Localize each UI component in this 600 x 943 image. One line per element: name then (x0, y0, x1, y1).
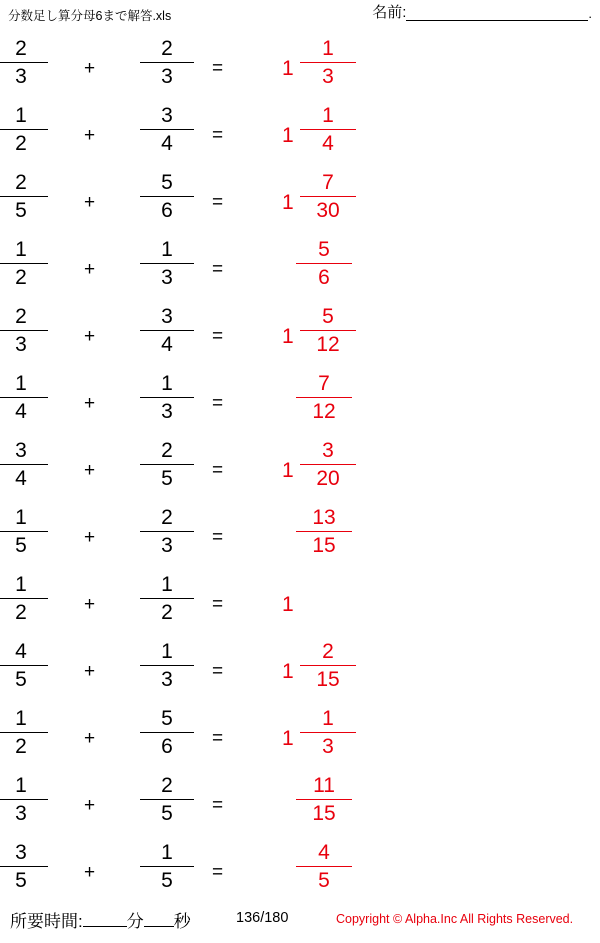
numerator: 1 (15, 774, 27, 797)
denominator: 3 (161, 668, 173, 691)
equals-operator: = (212, 661, 224, 682)
denominator: 5 (15, 199, 27, 222)
operand-right (140, 706, 194, 761)
numerator: 1 (15, 372, 27, 395)
elapsed-time-field (10, 907, 191, 932)
operand-left (0, 840, 48, 895)
operand-left (0, 572, 48, 627)
operand-right (140, 103, 194, 158)
seconds-blank[interactable] (144, 926, 174, 927)
answer-whole: 1 (282, 459, 294, 482)
problem-row (0, 237, 600, 304)
numerator: 1 (161, 372, 173, 395)
answer-numerator: 5 (318, 238, 330, 261)
answer-fraction (300, 36, 356, 91)
plus-operator: + (84, 326, 96, 347)
problem-row (0, 840, 600, 907)
equals-operator: = (212, 862, 224, 883)
operand-left (0, 237, 48, 292)
problem-list (0, 36, 600, 907)
denominator: 2 (161, 601, 173, 624)
answer-numerator: 13 (312, 506, 336, 529)
operand-left (0, 103, 48, 158)
answer-denominator: 3 (322, 735, 334, 758)
equals-operator: = (212, 527, 224, 548)
answer-denominator: 12 (316, 333, 340, 356)
equals-operator: = (212, 192, 224, 213)
plus-operator: + (84, 192, 96, 213)
plus-operator: + (84, 460, 96, 481)
denominator: 5 (161, 869, 173, 892)
problem-row (0, 505, 600, 572)
answer-fraction (296, 237, 352, 292)
operand-left (0, 438, 48, 493)
numerator: 3 (161, 305, 173, 328)
denominator: 3 (161, 65, 173, 88)
answer-denominator: 20 (316, 467, 340, 490)
operand-left (0, 371, 48, 426)
equals-operator: = (212, 795, 224, 816)
equals-operator: = (212, 393, 224, 414)
equals-operator: = (212, 594, 224, 615)
minutes-unit: 分 (126, 912, 144, 931)
numerator: 3 (15, 439, 27, 462)
answer-fraction (300, 170, 356, 225)
problem-row (0, 36, 600, 103)
denominator: 4 (161, 333, 173, 356)
plus-operator: + (84, 259, 96, 280)
numerator: 2 (15, 37, 27, 60)
equals-operator: = (212, 259, 224, 280)
answer-denominator: 3 (322, 65, 334, 88)
operand-right (140, 371, 194, 426)
denominator: 3 (161, 400, 173, 423)
denominator: 5 (161, 467, 173, 490)
answer-numerator: 7 (322, 171, 334, 194)
minutes-blank[interactable] (83, 926, 127, 927)
denominator: 5 (15, 668, 27, 691)
elapsed-time-label: 所要時間: (10, 912, 83, 931)
seconds-unit: 秒 (173, 912, 191, 931)
operand-right (140, 304, 194, 359)
operand-right (140, 572, 194, 627)
answer-fraction (296, 773, 352, 828)
numerator: 2 (15, 171, 27, 194)
plus-operator: + (84, 728, 96, 749)
plus-operator: + (84, 795, 96, 816)
answer-denominator: 15 (316, 668, 340, 691)
problem-row (0, 438, 600, 505)
page-count: 136/180 (236, 910, 289, 926)
operand-left (0, 304, 48, 359)
problem-row (0, 706, 600, 773)
plus-operator: + (84, 125, 96, 146)
answer-fraction (300, 438, 356, 493)
denominator: 3 (15, 333, 27, 356)
name-input-line[interactable] (406, 5, 588, 21)
plus-operator: + (84, 393, 96, 414)
answer-fraction (300, 304, 356, 359)
answer-denominator: 12 (312, 400, 336, 423)
page-footer (0, 899, 600, 943)
numerator: 2 (161, 37, 173, 60)
answer-whole: 1 (282, 660, 294, 683)
problem-row (0, 170, 600, 237)
name-label: 名前: (372, 4, 407, 21)
answer-numerator: 2 (322, 640, 334, 663)
answer-numerator: 7 (318, 372, 330, 395)
denominator: 3 (161, 534, 173, 557)
numerator: 2 (15, 305, 27, 328)
numerator: 5 (161, 171, 173, 194)
operand-right (140, 36, 194, 91)
answer-denominator: 15 (312, 802, 336, 825)
operand-right (140, 438, 194, 493)
numerator: 1 (15, 238, 27, 261)
problem-row (0, 371, 600, 438)
numerator: 5 (161, 707, 173, 730)
problem-row (0, 639, 600, 706)
denominator: 3 (15, 65, 27, 88)
problem-row (0, 304, 600, 371)
denominator: 5 (15, 534, 27, 557)
denominator: 3 (15, 802, 27, 825)
plus-operator: + (84, 58, 96, 79)
problem-row (0, 773, 600, 840)
answer-whole: 1 (282, 124, 294, 147)
operand-left (0, 505, 48, 560)
equals-operator: = (212, 728, 224, 749)
numerator: 1 (15, 707, 27, 730)
numerator: 3 (15, 841, 27, 864)
answer-fraction (300, 639, 356, 694)
equals-operator: = (212, 125, 224, 146)
operand-right (140, 773, 194, 828)
plus-operator: + (84, 594, 96, 615)
answer-numerator: 1 (322, 707, 334, 730)
numerator: 2 (161, 439, 173, 462)
plus-operator: + (84, 862, 96, 883)
operand-right (140, 237, 194, 292)
equals-operator: = (212, 460, 224, 481)
answer-numerator: 1 (322, 104, 334, 127)
operand-left (0, 36, 48, 91)
operand-left (0, 639, 48, 694)
numerator: 1 (161, 841, 173, 864)
denominator: 6 (161, 199, 173, 222)
denominator: 2 (15, 735, 27, 758)
denominator: 4 (15, 400, 27, 423)
answer-fraction (296, 505, 352, 560)
denominator: 2 (15, 132, 27, 155)
answer-whole: 1 (282, 57, 294, 80)
numerator: 2 (161, 506, 173, 529)
operand-right (140, 639, 194, 694)
operand-right (140, 505, 194, 560)
denominator: 6 (161, 735, 173, 758)
denominator: 5 (161, 802, 173, 825)
answer-numerator: 3 (322, 439, 334, 462)
answer-fraction (296, 840, 352, 895)
numerator: 1 (161, 238, 173, 261)
operand-right (140, 170, 194, 225)
name-trailing-dot: . (588, 6, 592, 21)
plus-operator: + (84, 661, 96, 682)
answer-numerator: 11 (313, 774, 335, 797)
equals-operator: = (212, 58, 224, 79)
document-title: 分数足し算分母6まで解答.xls (8, 9, 172, 23)
denominator: 4 (15, 467, 27, 490)
answer-whole: 1 (282, 191, 294, 214)
page-header (0, 0, 600, 36)
answer-denominator: 5 (318, 869, 330, 892)
numerator: 2 (161, 774, 173, 797)
denominator: 2 (15, 266, 27, 289)
numerator: 1 (15, 104, 27, 127)
denominator: 3 (161, 266, 173, 289)
numerator: 1 (161, 573, 173, 596)
answer-numerator: 1 (322, 37, 334, 60)
answer-denominator: 30 (316, 199, 340, 222)
operand-left (0, 773, 48, 828)
answer-fraction (300, 103, 356, 158)
problem-row (0, 103, 600, 170)
problem-row (0, 572, 600, 639)
name-field-group (372, 5, 592, 21)
numerator: 1 (15, 506, 27, 529)
answer-denominator: 15 (312, 534, 336, 557)
denominator: 2 (15, 601, 27, 624)
operand-right (140, 840, 194, 895)
answer-denominator: 4 (322, 132, 334, 155)
answer-numerator: 5 (322, 305, 334, 328)
answer-fraction (300, 706, 356, 761)
plus-operator: + (84, 527, 96, 548)
operand-left (0, 170, 48, 225)
operand-left (0, 706, 48, 761)
copyright-notice: Copyright © Alpha.Inc All Rights Reserved. (336, 912, 574, 926)
equals-operator: = (212, 326, 224, 347)
numerator: 1 (15, 573, 27, 596)
answer-whole: 1 (282, 593, 294, 616)
denominator: 4 (161, 132, 173, 155)
numerator: 4 (15, 640, 27, 663)
numerator: 3 (161, 104, 173, 127)
answer-denominator: 6 (318, 266, 330, 289)
answer-fraction (296, 371, 352, 426)
answer-numerator: 4 (318, 841, 330, 864)
answer-whole: 1 (282, 325, 294, 348)
denominator: 5 (15, 869, 27, 892)
numerator: 1 (161, 640, 173, 663)
answer-whole: 1 (282, 727, 294, 750)
